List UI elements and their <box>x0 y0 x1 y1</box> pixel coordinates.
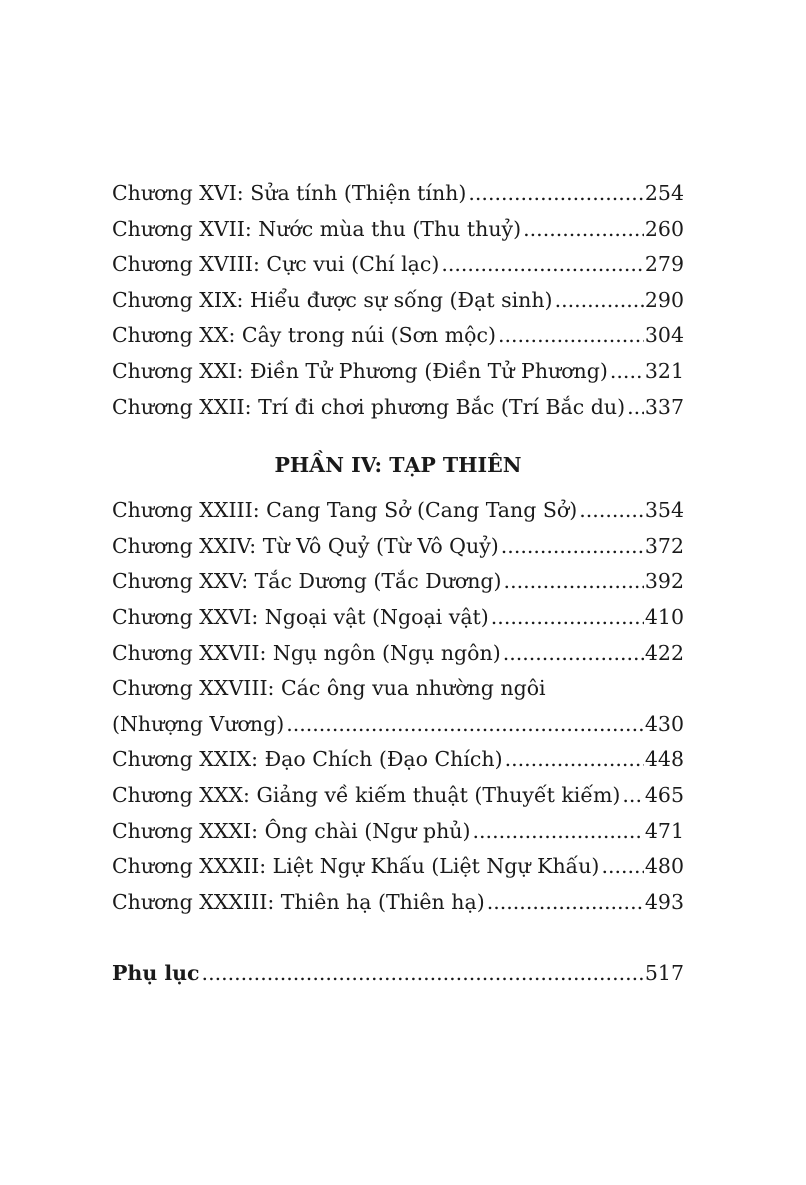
toc-entry[interactable] <box>112 742 684 778</box>
toc-leader-dots <box>202 956 644 992</box>
toc-leader-dots <box>286 707 644 743</box>
toc-entry-title: Chương XXIV: Từ Vô Quỷ (Từ Vô Quỷ) <box>112 533 499 558</box>
toc-entry-title: Chương XXIX: Đạo Chích (Đạo Chích) <box>112 747 503 772</box>
toc-entry-title: Chương XXIII: Cang Tang Sở (Cang Tang Sở) <box>112 498 578 523</box>
toc-entry-page: 337 <box>644 394 684 419</box>
toc-entry-title: Chương XXVI: Ngoại vật (Ngoại vật) <box>112 604 489 629</box>
toc-entry-title: Chương XIX: Hiểu được sự sống (Đạt sinh) <box>112 287 553 312</box>
toc-entry-page: 279 <box>644 252 684 277</box>
toc-entry-title: Chương XXV: Tắc Dương (Tắc Dương) <box>112 569 502 594</box>
toc-entry-page: 471 <box>644 818 684 843</box>
toc-entry-page: 422 <box>644 640 684 665</box>
toc-entry[interactable] <box>112 283 684 319</box>
toc-leader-dots <box>498 318 644 354</box>
toc-entry-title: Chương XXXII: Liệt Ngự Khấu (Liệt Ngự Khấu) <box>112 854 600 879</box>
toc-leader-dots <box>627 390 644 426</box>
toc-entry-title: Chương XVII: Nước mùa thu (Thu thuỷ) <box>112 216 522 241</box>
toc-entry[interactable] <box>112 814 684 850</box>
toc-entry-page: 392 <box>644 569 684 594</box>
toc-entry-page: 493 <box>644 889 684 914</box>
toc-entry-title: Chương XXII: Trí đi chơi phương Bắc (Trí Bắc du) <box>112 394 626 419</box>
toc-leader-dots <box>487 885 644 921</box>
toc-entry-page: 304 <box>644 323 684 348</box>
toc-entry-title: Chương XX: Cây trong núi (Sơn mộc) <box>112 323 496 348</box>
toc-entry[interactable] <box>112 849 684 885</box>
toc-entry[interactable] <box>112 354 684 390</box>
toc-entry-title: Chương XXX: Giảng về kiếm thuật (Thuyết kiếm) <box>112 782 621 807</box>
toc-entry[interactable] <box>112 318 684 354</box>
toc-leader-dots <box>601 849 643 885</box>
toc-leader-dots <box>505 742 644 778</box>
toc-leader-dots <box>504 564 644 600</box>
toc-leader-dots <box>473 814 644 850</box>
toc-leader-dots <box>523 212 644 248</box>
toc-leader-dots <box>555 283 644 319</box>
toc-entry[interactable] <box>112 390 684 426</box>
spacer <box>112 920 684 956</box>
toc-entry-page: 254 <box>644 181 684 205</box>
toc-entry-page: 517 <box>644 961 684 986</box>
toc-entry-page: 321 <box>644 358 684 383</box>
toc-entry[interactable] <box>112 247 684 283</box>
toc-entry[interactable] <box>112 636 684 672</box>
toc-entry[interactable] <box>112 885 684 921</box>
toc-entry-title: Chương XVI: Sửa tính (Thiện tính) <box>112 181 467 205</box>
toc-entry[interactable] <box>112 212 684 248</box>
toc-entry-title: Chương XXI: Điền Tử Phương (Điền Tử Phương) <box>112 358 608 383</box>
toc-entry-page: 430 <box>644 711 684 736</box>
toc-entry-page: 410 <box>644 604 684 629</box>
toc-entry-appendix[interactable] <box>112 956 684 992</box>
toc-entry-title: Phụ lục <box>112 961 200 986</box>
toc-entry-page: 448 <box>644 747 684 772</box>
toc-leader-dots <box>501 529 644 565</box>
toc-entry[interactable] <box>112 529 684 565</box>
toc-entry[interactable] <box>112 600 684 636</box>
toc-entry-title: Chương XXXI: Ông chài (Ngư phủ) <box>112 818 471 843</box>
toc-entry[interactable] <box>112 176 684 212</box>
toc-entry-title: Chương XXVII: Ngụ ngôn (Ngụ ngôn) <box>112 640 501 665</box>
toc-entry-wrapped-line1[interactable]: Chương XXVIII: Các ông vua nhường ngôi <box>112 676 546 701</box>
toc-entry-page: 354 <box>644 498 684 523</box>
toc-leader-dots <box>610 354 644 390</box>
section-heading: PHẦN IV: TẠP THIÊN <box>274 453 522 478</box>
toc-leader-dots <box>491 600 644 636</box>
toc-leader-dots <box>468 176 643 212</box>
table-of-contents <box>112 176 684 992</box>
toc-entry-title: Chương XVIII: Cực vui (Chí lạc) <box>112 252 440 277</box>
toc-leader-dots <box>622 778 643 814</box>
toc-entry[interactable] <box>112 778 684 814</box>
toc-entry-page: 465 <box>644 782 684 807</box>
toc-entry-page: 260 <box>644 216 684 241</box>
toc-entry[interactable] <box>112 707 684 743</box>
toc-entry-page: 372 <box>644 533 684 558</box>
toc-entry-title: Chương XXXIII: Thiên hạ (Thiên hạ) <box>112 889 485 914</box>
toc-leader-dots <box>579 493 644 529</box>
toc-leader-dots <box>441 247 644 283</box>
toc-entry-title: (Nhượng Vương) <box>112 711 285 736</box>
toc-entry-page: 480 <box>644 854 684 879</box>
toc-entry[interactable] <box>112 564 684 600</box>
toc-entry-page: 290 <box>644 287 684 312</box>
toc-entry[interactable] <box>112 493 684 529</box>
toc-leader-dots <box>503 636 644 672</box>
